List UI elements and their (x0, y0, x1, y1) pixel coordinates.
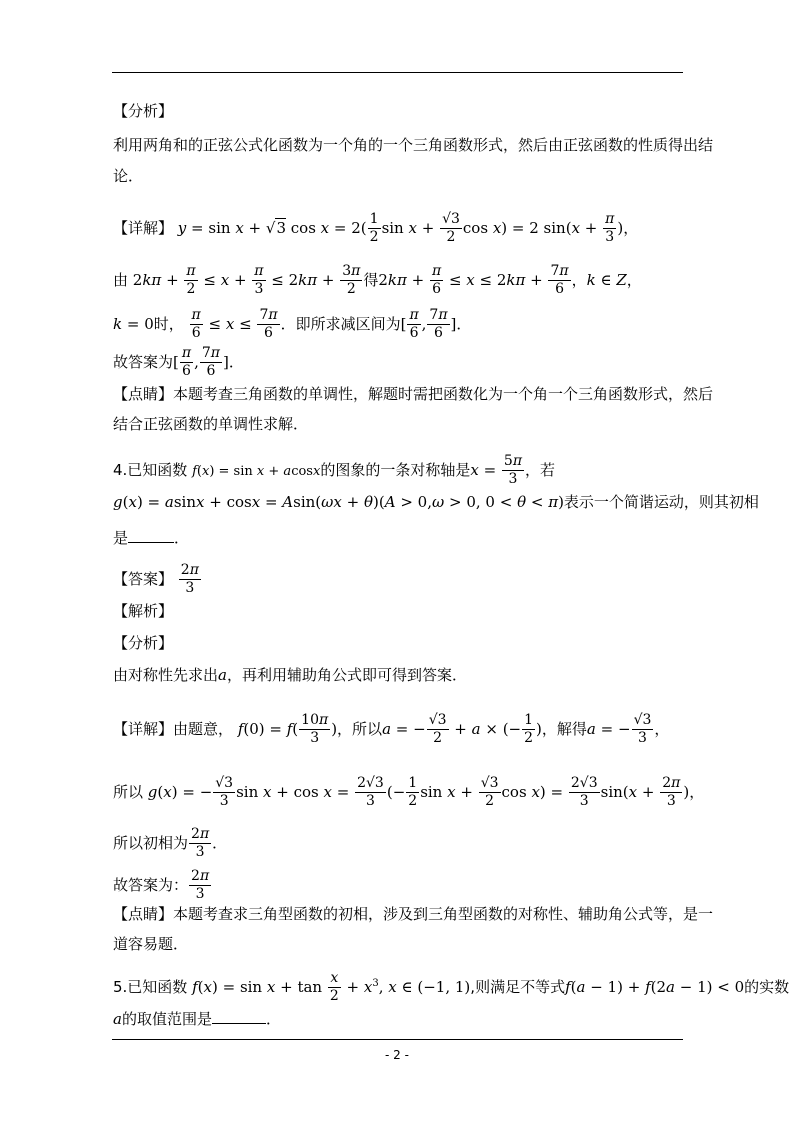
comment-1-text: 本题考查三角函数的单调性，解题时需把函数化为一个角一个三角函数形式，然后 (173, 385, 714, 403)
q4-mid: 的图象的一条对称轴是 (320, 461, 471, 479)
detail-2-a: 由题意， (173, 720, 234, 738)
detail-2-c: ，解得 (541, 720, 587, 738)
detail-2-line2: 所以 g(x) = − $\frac{√3}{3}$ sin x + cos x = $\frac{2√3}{3}$ (− $\frac{1}{2}$ sin x + $\frac{√3}{2}$ cos x) = $\frac{2√3}{3}$ sin(x + $\frac{2\pi}{3}$ )， (113, 775, 705, 809)
q4-prefix: 4.已知函数 (113, 461, 188, 479)
detail-2-label: 【详解】 (113, 720, 174, 738)
detail-1-range-text: 由 (113, 271, 129, 289)
analysis-1-header: 【分析】 (113, 102, 174, 120)
footer-rule (112, 1039, 683, 1040)
analysis-2-pre: 由对称性先求出 (113, 666, 219, 684)
analysis-1-line1: 利用两角和的正弦公式化函数为一个角的一个三角函数形式，然后由正弦函数的性质得出结 (113, 136, 714, 154)
comment-1-line2: 结合正弦函数的单调性求解． (113, 415, 309, 433)
comment-2-line1 (113, 904, 714, 924)
answer-2-text: 故答案为： (113, 876, 189, 894)
analysis-1-line2: 论． (113, 167, 144, 185)
q5-answer-blank (212, 1009, 266, 1024)
comment-2-label: 【点睛】 (113, 905, 174, 923)
phase-text: 所以初相为 (113, 834, 189, 852)
detail-1-line1: 【详解】 y = sin x + √3 cos x = 2( $\frac{1}{2}$ sin x + $\frac{√3}{2}$ cos x) = 2 sin(x + $\frac{\pi}{3}$ )， (113, 211, 639, 245)
answer-blank (128, 528, 174, 543)
comment-2-line2: 道容易题． (113, 935, 189, 953)
comment-1-line1 (113, 384, 714, 404)
answer-1-line: 故答案为[ $\frac{\pi}{6}$ , $\frac{7\pi}{6}$ ]． (113, 345, 244, 379)
phase-line: 所以初相为 $\frac{2\pi}{3}$ ． (113, 826, 228, 860)
suoyi-label: 所以 (113, 783, 144, 801)
header-rule (112, 72, 683, 73)
analysis-2-post: ，再利用辅助角公式即可得到答案． (226, 666, 467, 684)
q4-ruo: ，若 (525, 461, 556, 479)
q5-mid: ,则满足不等式 (470, 978, 566, 996)
analysis-2-header: 【分析】 (113, 634, 174, 652)
q4-line2: g(x) = asinx + cosx = Asin(ωx + θ)(A > 0,ω > 0, 0 < θ < π)表示一个简谐运动，则其初相 (113, 493, 759, 511)
page-number: - 2 - (385, 1048, 409, 1062)
q5-prefix: 5.已知函数 (113, 978, 188, 996)
answer-label: 【答案】 (113, 570, 174, 588)
q5-line2: a的取值范围是 ． (113, 1010, 281, 1028)
q5-tail: 的实数 (744, 978, 790, 996)
comment-1-label: 【点睛】 (113, 385, 174, 403)
jiexi-label: 【解析】 (113, 602, 174, 620)
detail-2-b: ，所以 (337, 720, 383, 738)
detail-1-line3: k = 0时， $\frac{\pi}{6}$ ≤ x ≤ $\frac{7\pi}{6}$ ．即所求减区间为[ $\frac{\pi}{6}$ , $\frac{7\pi}{6}$ ]． (113, 307, 472, 341)
q5-line1: 5.已知函数 f(x) = sin x + tan $\frac{x}{2}$ + $x^3$, x ∈ (−1, 1),则满足不等式f(a − 1) + f(2a − 1) < 0的实数 (113, 970, 790, 1004)
detail-1-k0: 时， (153, 315, 184, 333)
detail-2-line1: 【详解】由题意， f(0) = f( $\frac{10\pi}{3}$ )，所以a = − $\frac{√3}{2}$ + a × (− $\frac{1}{2}$ )，解得a = − $\frac{√3}{3}$ ， (113, 712, 670, 746)
answer-1-text: 故答案为 (113, 353, 174, 371)
q4-line3: 是 ． (113, 529, 190, 547)
comment-2-text: 本题考查求三角型函数的初相，涉及到三角型函数的对称性、辅助角公式等，是一 (173, 905, 714, 923)
analysis-2-line: 由对称性先求出a，再利用辅助角公式即可得到答案． (113, 666, 467, 684)
detail-1-de: 得 (363, 271, 379, 289)
detail-1-interval-text: ．即所求减区间为 (280, 315, 401, 333)
detail-1-line2: 由 2kπ + $\frac{\pi}{2}$ ≤ x + $\frac{\pi}{3}$ ≤ 2kπ + $\frac{3\pi}{2}$ 得2kπ + $\frac{\pi}{6}$ ≤ x ≤ 2kπ + $\frac{7\pi}{6}$ ，k ∈ Z， (113, 263, 642, 297)
q5-line2-text: 的取值范围是 (121, 1010, 212, 1028)
q4-shi: 是 (113, 529, 129, 547)
answer-2-line: 【答案】 $\frac{2\pi}{3}$ (113, 562, 199, 596)
q4-desc: 表示一个简谐运动，则其初相 (563, 493, 759, 511)
detail-1-label: 【详解】 (113, 219, 174, 237)
answer-3-line: 故答案为： $\frac{2\pi}{3}$ (113, 868, 210, 902)
q4-line1: 4.已知函数 f(x) = sin x + acosx的图象的一条对称轴是x = $\frac{5\pi}{3}$ ，若 (113, 453, 556, 487)
